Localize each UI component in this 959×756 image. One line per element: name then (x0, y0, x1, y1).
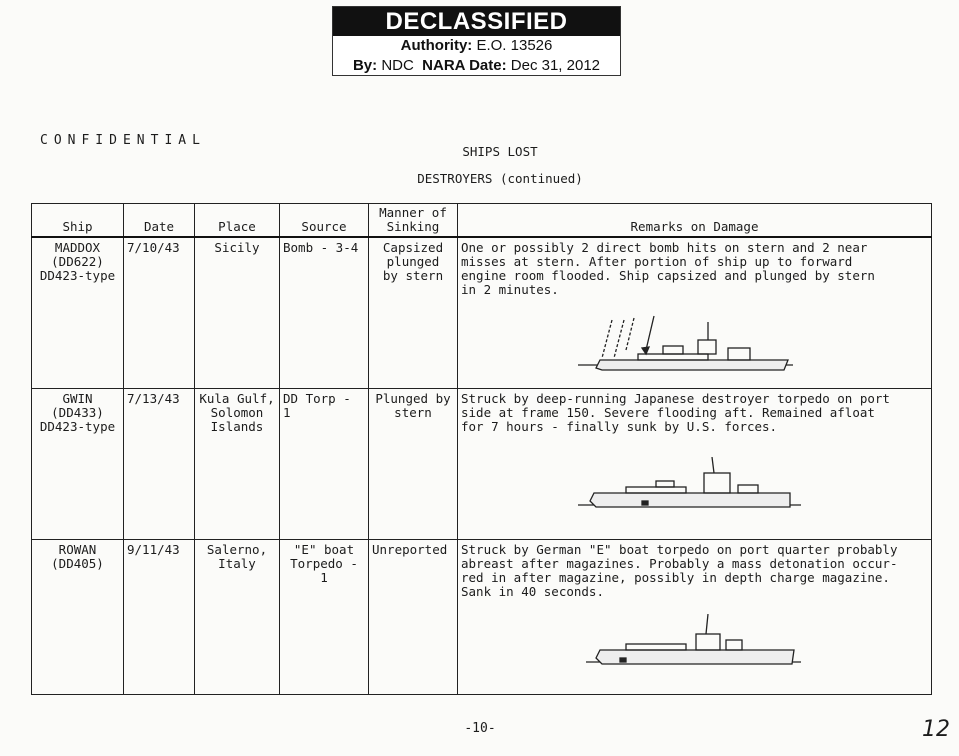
col-header-manner: Manner of Sinking (369, 204, 458, 238)
col-header-remarks: Remarks on Damage (458, 204, 932, 238)
authority-value: E.O. 13526 (476, 37, 553, 54)
cell-remarks (458, 388, 932, 539)
cell-manner: Plunged by stern (369, 388, 458, 539)
cell-remarks (458, 539, 932, 694)
col-header-source: Source (280, 204, 369, 238)
table-header-row (32, 204, 932, 238)
cell-source: "E" boat Torpedo - 1 (280, 539, 369, 694)
declassified-stamp (332, 6, 621, 76)
handwritten-page-number: 12 (922, 717, 950, 742)
cell-source: Bomb - 3-4 (280, 237, 369, 388)
cell-date: 7/10/43 (124, 237, 195, 388)
table-row (32, 237, 932, 388)
stamp-authority-line (333, 36, 620, 56)
stamp-heading: DECLASSIFIED (333, 7, 620, 36)
ships-lost-table (31, 203, 932, 695)
nara-date-value: Dec 31, 2012 (510, 57, 601, 74)
remarks-text: Struck by deep-running Japanese destroyer torpedo on port side at frame 150. Severe flooding aft. Remained afloat for 7 hours - finally sunk by U.S. forces. (461, 390, 890, 434)
ship-profile-torpedo-hit-icon (576, 457, 806, 519)
page-subtitle: DESTROYERS (continued) (417, 171, 583, 186)
cell-place: Salerno, Italy (195, 539, 280, 694)
table-row (32, 388, 932, 539)
page-title: SHIPS LOST (462, 144, 538, 159)
authority-label: Authority: (400, 37, 473, 54)
col-header-place: Place (195, 204, 280, 238)
cell-date: 7/13/43 (124, 388, 195, 539)
remarks-text: Struck by German "E" boat torpedo on port quarter probably abreast after magazines. Probably a mass detonation occur- red in after magazine, possibly in depth charge magazine. Sank in 40 seconds. (461, 541, 898, 599)
ship-profile-magazine-hit-icon (586, 614, 806, 676)
stamp-by-line (333, 56, 620, 76)
cell-ship: ROWAN (DD405) (32, 539, 124, 694)
cell-manner: Capsized plunged by stern (369, 237, 458, 388)
cell-date: 9/11/43 (124, 539, 195, 694)
table-row (32, 539, 932, 694)
by-label: By: (352, 57, 378, 74)
cell-remarks (458, 237, 932, 388)
remarks-text: One or possibly 2 direct bomb hits on stern and 2 near misses at stern. After portion of ship up to forward engine room flooded. Ship capsized and plunged by stern in 2 minutes. (461, 240, 875, 297)
nara-date-label: NARA Date: (422, 57, 507, 74)
cell-ship: MADDOX (DD622) DD423-type (32, 237, 124, 388)
col-header-ship: Ship (32, 204, 124, 238)
cell-manner: Unreported (369, 539, 458, 694)
by-value: NDC (381, 57, 414, 74)
page-number: -10- (464, 721, 496, 736)
col-header-date: Date (124, 204, 195, 238)
cell-ship: GWIN (DD433) DD423-type (32, 388, 124, 539)
cell-place: Kula Gulf, Solomon Islands (195, 388, 280, 539)
classification-marking: CONFIDENTIAL (40, 133, 206, 148)
cell-source: DD Torp - 1 (280, 388, 369, 539)
cell-place: Sicily (195, 237, 280, 388)
ship-profile-bomb-hits-icon (578, 310, 798, 380)
